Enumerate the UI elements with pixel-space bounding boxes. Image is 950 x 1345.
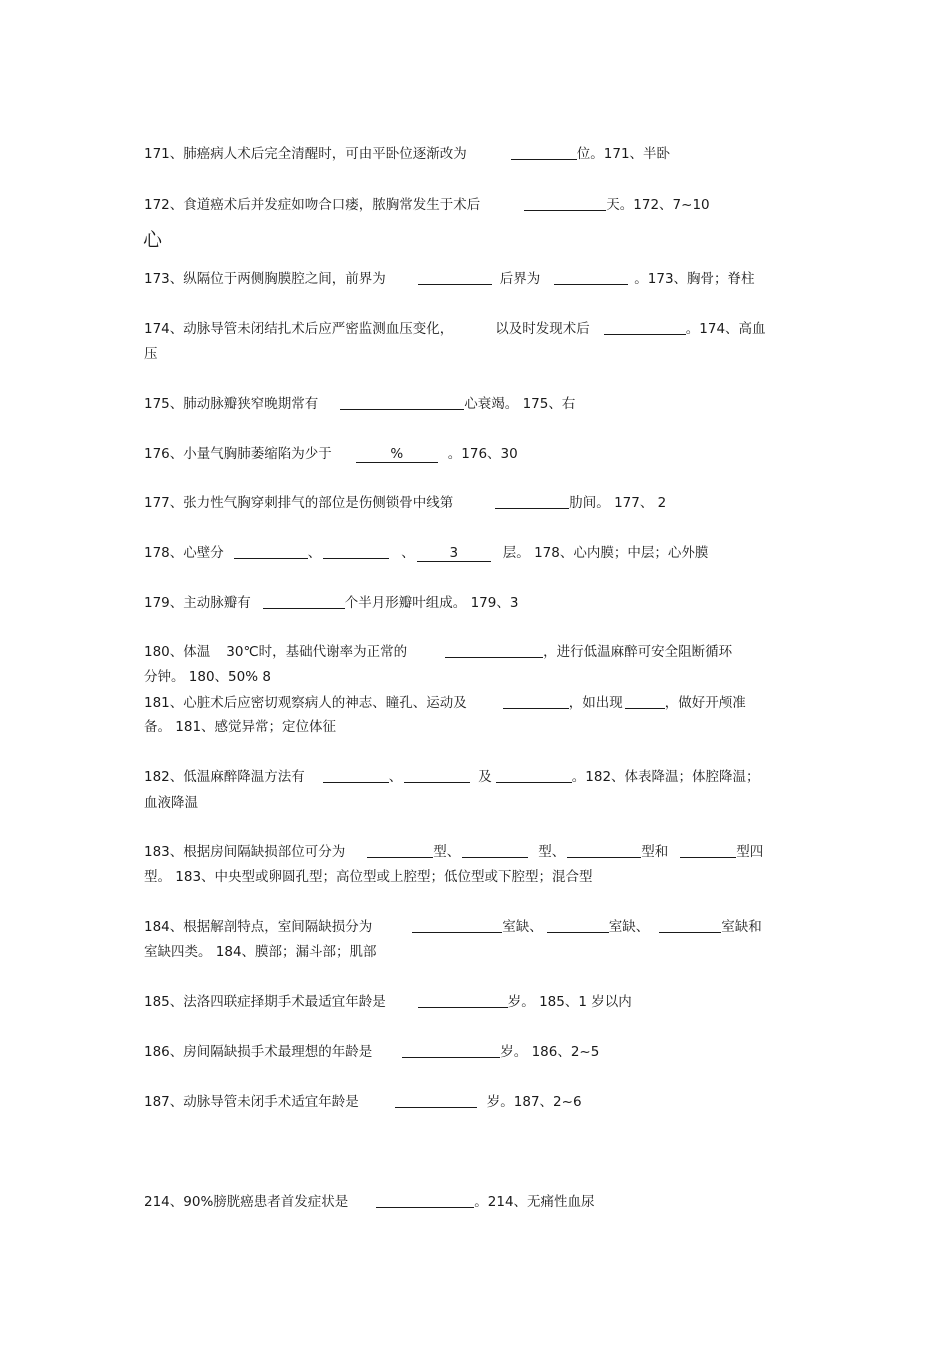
answer-blank[interactable] (418, 993, 508, 1008)
question-174-cont: 压 (144, 346, 158, 362)
answer-blank[interactable] (496, 768, 572, 783)
answer-blank[interactable]: % (356, 447, 438, 463)
answer-blank[interactable] (554, 270, 628, 285)
answer-blank[interactable] (680, 843, 736, 858)
answer-blank[interactable] (547, 918, 609, 933)
question-183-cont: 型。 183、中央型或卵圆孔型；高位型或上腔型；低位型或下腔型；混合型 (144, 869, 593, 885)
answer-blank[interactable] (418, 270, 492, 285)
answer-blank[interactable] (511, 145, 577, 160)
answer-blank[interactable] (376, 1193, 474, 1208)
question-176: 176、小量气胸肺萎缩陷为少于 % 。176、30 (144, 446, 518, 462)
question-181: 181、心脏术后应密切观察病人的神志、瞳孔、运动及 ，如出现 ，做好开颅准 (144, 695, 746, 711)
question-177: 177、张力性气胸穿刺排气的部位是伤侧锁骨中线第 肋间。 177、 2 (144, 495, 667, 511)
answer-blank[interactable] (404, 768, 470, 783)
stray-character: 心 (143, 229, 163, 251)
answer-blank[interactable] (367, 843, 433, 858)
question-178: 178、心壁分 、 、 3 层。 178、心内膜；中层；心外膜 (144, 545, 709, 561)
answer-blank[interactable] (503, 694, 569, 709)
answer-blank[interactable] (412, 918, 502, 933)
question-182: 182、低温麻醉降温方法有 、 及 。182、体表降温；体腔降温； (144, 769, 760, 785)
answer-blank[interactable] (395, 1093, 477, 1108)
answer-blank[interactable] (263, 594, 345, 609)
answer-blank[interactable] (604, 320, 686, 335)
question-179: 179、主动脉瓣有 个半月形瓣叶组成。 179、3 (144, 595, 519, 611)
answer-blank[interactable] (340, 395, 464, 410)
question-180-cont: 分钟。 180、50% 8 (144, 669, 271, 685)
question-184: 184、根据解剖特点，室间隔缺损分为 室缺、 室缺、 室缺和 (144, 919, 762, 935)
answer-blank[interactable] (524, 196, 606, 211)
answer-blank[interactable] (659, 918, 721, 933)
question-184-cont: 室缺四类。 184、膜部；漏斗部；肌部 (144, 944, 377, 960)
answer-blank[interactable] (402, 1043, 500, 1058)
question-182-cont: 血液降温 (144, 795, 198, 811)
question-171: 171、肺癌病人术后完全清醒时，可由平卧位逐渐改为 位。171、半卧 (144, 146, 671, 162)
question-180: 180、体温 30℃时，基础代谢率为正常的 ，进行低温麻醉可安全阻断循环 (144, 644, 733, 660)
answer-blank[interactable] (567, 843, 641, 858)
question-185: 185、法洛四联症择期手术最适宜年龄是 岁。 185、1 岁以内 (144, 994, 632, 1010)
question-186: 186、房间隔缺损手术最理想的年龄是 岁。 186、2~5 (144, 1044, 600, 1060)
question-187: 187、动脉导管未闭手术适宜年龄是 岁。187、2~6 (144, 1094, 582, 1110)
question-174: 174、动脉导管未闭结扎术后应严密监测血压变化， 以及时发现术后 。174、高血 (144, 321, 766, 337)
answer-blank[interactable] (462, 843, 528, 858)
answer-blank[interactable] (234, 544, 308, 559)
answer-blank[interactable] (625, 694, 665, 709)
answer-blank[interactable]: 3 (417, 546, 491, 562)
answer-blank[interactable] (445, 643, 543, 658)
answer-blank[interactable] (323, 768, 389, 783)
answer-blank[interactable] (495, 494, 569, 509)
question-181-cont: 备。 181、感觉异常；定位体征 (144, 719, 337, 735)
question-214: 214、90%膀胱癌患者首发症状是 。214、无痛性血尿 (144, 1194, 595, 1210)
answer-blank[interactable] (323, 544, 389, 559)
question-172: 172、食道癌术后并发症如吻合口瘘，脓胸常发生于术后 天。172、7~10 (144, 197, 710, 213)
question-183: 183、根据房间隔缺损部位可分为 型、 型、 型和 型四 (144, 844, 764, 860)
question-173: 173、纵隔位于两侧胸膜腔之间，前界为 后界为 。173、胸骨；脊柱 (144, 271, 755, 287)
question-175: 175、肺动脉瓣狭窄晚期常有 心衰竭。 175、右 (144, 396, 576, 412)
